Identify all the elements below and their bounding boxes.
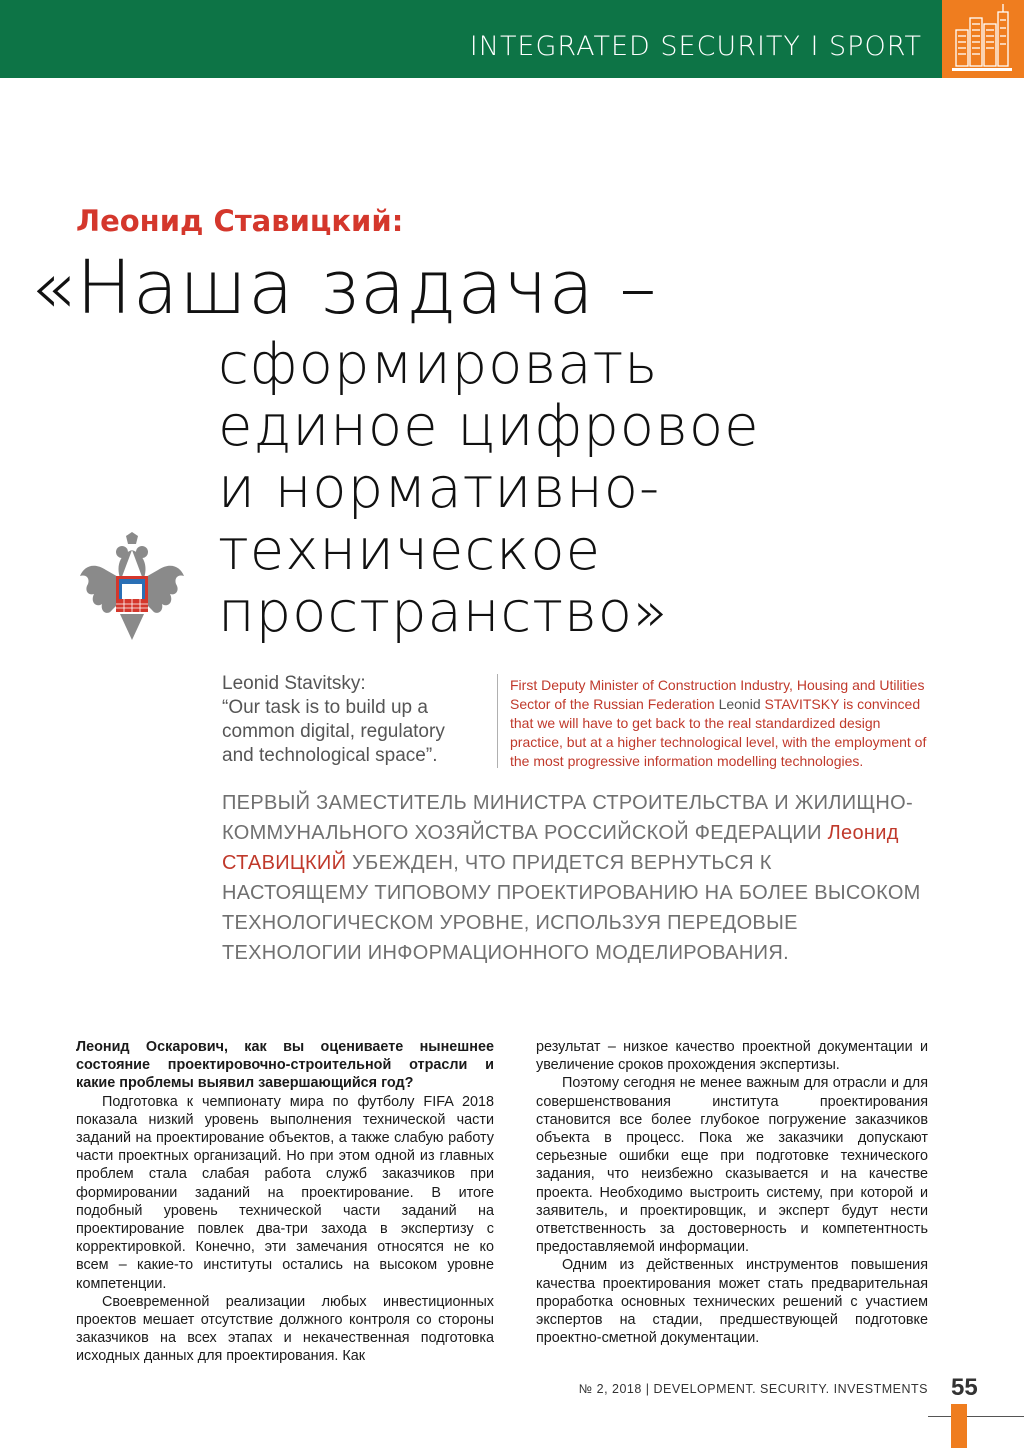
page-number: 55 [951,1374,978,1401]
headline-line-5: техническое [218,518,602,583]
divider [497,674,498,768]
english-title-line: and technological space”. [222,745,438,766]
body-paragraph: Поэтому сегодня не менее важным для отрасли и для совершенствования института проектирования становится все более глубокое погружение заказчиков объекта в процесс. Пока же заказчики допускают серьезные ошибки еще при подготовке технического задания, что неизбежно сказывается и на качестве проекта. Необходимо выстроить систему, при которой и заявитель, и проектировщик, и эксперт будут нести ответственность за достоверность и компетентность предоставляемой информации. [536,1075,928,1256]
body-paragraph: Подготовка к чемпионату мира по футболу FIFA 2018 показала низкий уровень выполнения технической части заданий на проектирование объектов, а также слабую работу части проектных организаций. Но при этом одной из главных проблем стала слабая работа служб заказчиков при формировании заданий на проектирование. В итоге подобный уровень технической части заданий на проектирование повлек два-три захода в экспертизу с корректировкой. Конечно, эти замечания относятся не ко всем – какие-то институты остались на высоком уровне компетенции. [76,1093,494,1292]
lead-name: Леонид СТАВИЦКИЙ [222,822,899,874]
english-lead-name: Leonid [718,696,761,712]
section-header-bar [0,0,942,78]
footer-accent-bar [951,1404,967,1448]
english-lead [510,676,930,771]
russian-lead [222,788,922,968]
section-title: INTEGRATED SECURITY I SPORT [469,31,922,62]
english-title-line: “Our task is to build up a [222,697,428,718]
article-kicker: Леонид Ставицкий: [76,204,404,238]
body-paragraph: Своевременной реализации любых инвестиционных проектов мешает отсутствие должного контроля со стороны заказчиков на всех этапах и некачественная подготовка исходных данных для проектирования. Как [76,1293,494,1365]
magazine-logo [942,0,1024,78]
headline-line-1: «Наша задача – [30,245,658,331]
body-column-left [76,1038,494,1366]
headline-line-3: единое цифровое [218,394,760,459]
headline-line-2: сформировать [218,332,659,397]
city-buildings-icon [942,0,1024,78]
issue-footer: № 2, 2018 | DEVELOPMENT. SECURITY. INVESTMENTS [578,1382,928,1396]
russian-coat-of-arms-icon [76,532,188,648]
english-title-line: common digital, regulatory [222,721,445,742]
lead-text: УБЕЖДЕН, ЧТО ПРИДЕТСЯ ВЕРНУТЬСЯ К НАСТОЯЩЕМУ ТИПОВОМУ ПРОЕКТИРОВАНИЮ НА БОЛЕЕ ВЫСОКОМ ТЕХНОЛОГИЧЕСКОМ УРОВНЕ, ИСПОЛЬЗУЯ ПЕРЕДОВЫЕ ТЕХНОЛОГИИ ИНФОРМАЦИОННОГО МОДЕЛИРОВАНИЯ. [222,852,921,964]
lead-text: ПЕРВЫЙ ЗАМЕСТИТЕЛЬ МИНИСТРА СТРОИТЕЛЬСТВА И ЖИЛИЩНО-КОММУНАЛЬНОГО ХОЗЯЙСТВА РОССИЙСКОЙ ФЕДЕРАЦИИ [222,792,913,844]
headline-line-4: и нормативно- [218,456,661,521]
footer-divider [928,1416,1024,1417]
english-title [222,672,487,768]
body-paragraph: результат – низкое качество проектной документации и увеличение сроков прохождения экспертизы. [536,1039,928,1074]
body-column-right [536,1038,928,1347]
english-title-line: Leonid Stavitsky: [222,673,366,694]
interview-question: Леонид Оскарович, как вы оцениваете нынешнее состояние проектировочно-строительной отрасли и какие проблемы выявил завершающийся год? [76,1039,494,1092]
english-lead-text: First Deputy Minister of Construction Industry, Housing and Utilities Sector of the Russian Federation [510,677,925,712]
english-lead-text: STAVITSKY is convinced that we will have to get back to the real standardized design practice, but at a higher technological level, with the employment of the most progressive information modelling technologies. [510,696,927,769]
body-paragraph: Одним из действенных инструментов повышения качества проектирования может стать предварительная проработка основных технических решений с участием экспертов на стадии, предшествующей подготовке проектно-сметной документации. [536,1257,928,1347]
headline-line-6: пространство» [218,580,669,645]
